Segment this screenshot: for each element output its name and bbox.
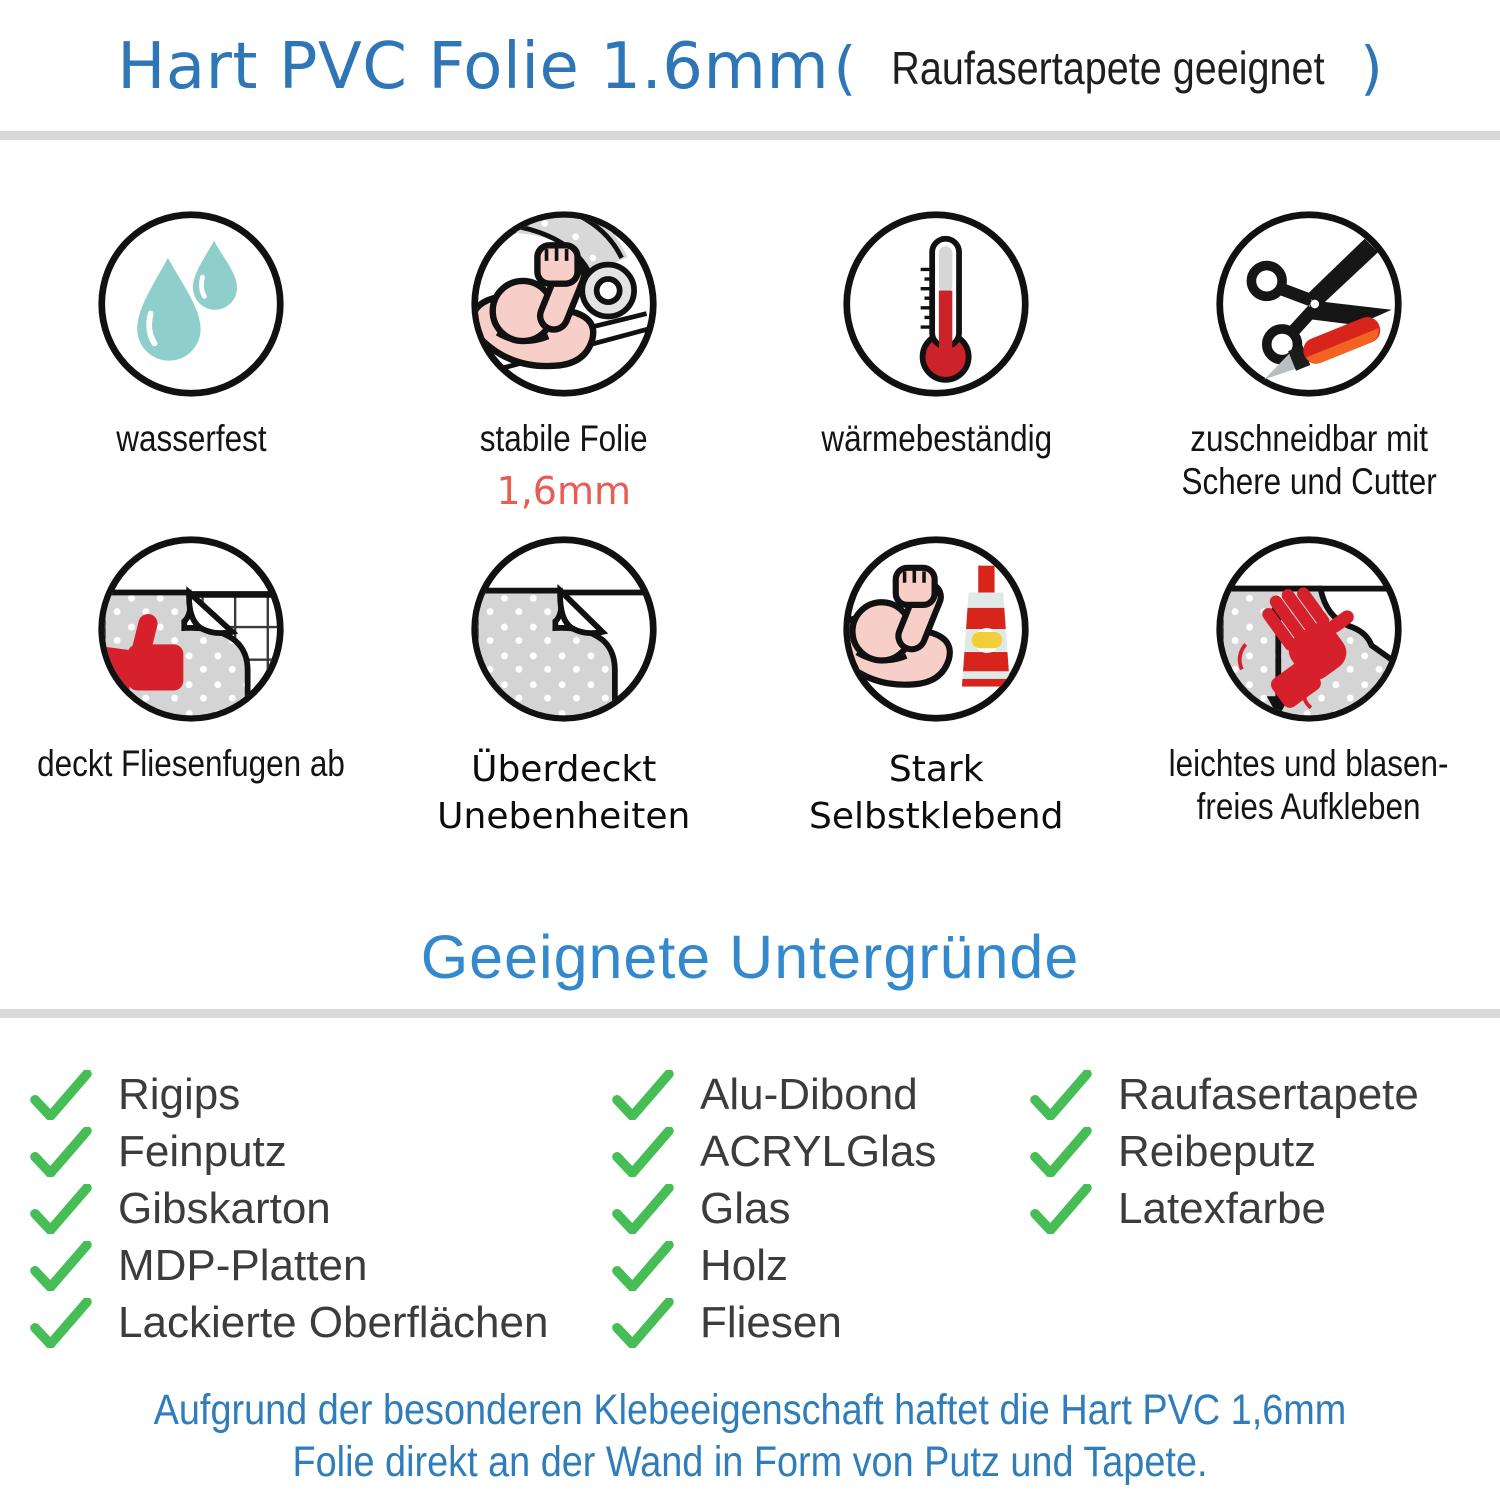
- surface-label: Raufasertapete: [1118, 1069, 1419, 1119]
- check-icon: [30, 1241, 92, 1291]
- feature-stabile-folie: [378, 208, 751, 513]
- feature-label: wasserfest: [116, 418, 267, 459]
- feature-row-1: [5, 208, 1495, 513]
- check-icon: [612, 1298, 674, 1348]
- divider-section: [0, 1009, 1500, 1018]
- check-icon: [30, 1298, 92, 1348]
- check-icon: [612, 1241, 674, 1291]
- footer-line-2: Folie direkt an der Wand in Form von Putz und Tapete.: [292, 1438, 1208, 1487]
- surface-item: [612, 1180, 936, 1237]
- feature-selbstklebend: [750, 533, 1123, 841]
- check-icon: [1030, 1127, 1092, 1177]
- surface-item: [30, 1180, 548, 1237]
- surface-item: [612, 1066, 936, 1123]
- surface-item: [612, 1294, 936, 1351]
- feature-waermebestaendig: [750, 208, 1123, 513]
- surface-label: Holz: [700, 1240, 789, 1290]
- surface-column-1: [30, 1066, 548, 1351]
- check-icon: [1030, 1184, 1092, 1234]
- surface-label: ACRYLGlas: [700, 1126, 937, 1176]
- surface-label: Fliesen: [700, 1297, 842, 1347]
- thermometer-icon: [840, 208, 1032, 400]
- surface-label: Alu-Dibond: [700, 1069, 918, 1119]
- hand-smooth-icon: [1213, 533, 1405, 725]
- surface-label: Glas: [700, 1183, 791, 1233]
- check-icon: [612, 1184, 674, 1234]
- surface-item: [612, 1123, 936, 1180]
- divider-top: [0, 131, 1500, 140]
- feature-zuschneidbar: [1123, 208, 1496, 513]
- surface-column-2: [612, 1066, 936, 1351]
- title-note: Raufasertapete geeignet: [891, 42, 1325, 94]
- foil-fold-icon: [468, 533, 660, 725]
- title-paren-open: (: [833, 34, 857, 102]
- check-icon: [612, 1127, 674, 1177]
- surface-item: [1030, 1066, 1419, 1123]
- feature-label: stabile Folie: [479, 418, 648, 459]
- surface-label: Feinputz: [118, 1126, 287, 1176]
- surface-label: Latexfarbe: [1118, 1183, 1326, 1233]
- surface-item: [30, 1123, 548, 1180]
- section-title-untergruende: Geeignete Untergründe: [420, 923, 1080, 991]
- feature-label: zuschneidbar mit Schere und Cutter: [1181, 418, 1437, 502]
- feature-thickness-label: 1,6mm: [496, 468, 631, 513]
- surface-label: MDP-Platten: [118, 1240, 368, 1290]
- scissors-cutter-icon: [1213, 208, 1405, 400]
- title-paren-close: ): [1360, 34, 1383, 102]
- check-icon: [30, 1184, 92, 1234]
- surface-label: Reibeputz: [1118, 1126, 1317, 1176]
- surface-label: Gibskarton: [118, 1183, 331, 1233]
- muscle-foil-icon: [468, 208, 660, 400]
- surface-item: [30, 1066, 548, 1123]
- surface-label: Rigips: [118, 1069, 241, 1119]
- footer-line-1: Aufgrund der besonderen Klebeeigenschaft haftet die Hart PVC 1,6mm: [153, 1386, 1347, 1434]
- product-title: Hart PVC Folie 1.6mm: [117, 30, 830, 104]
- feature-aufkleben: [1123, 533, 1496, 841]
- tile-thumb-icon: [95, 533, 287, 725]
- check-icon: [612, 1070, 674, 1120]
- check-icon: [1030, 1070, 1092, 1120]
- surface-label: Lackierte Oberflächen: [118, 1297, 549, 1347]
- feature-wasserfest: [5, 208, 378, 513]
- surface-item: [1030, 1123, 1419, 1180]
- feature-fliesenfugen: [5, 533, 378, 841]
- feature-label: deckt Fliesenfugen ab: [37, 743, 346, 784]
- check-icon: [30, 1127, 92, 1177]
- surface-item: [30, 1294, 548, 1351]
- check-icon: [30, 1070, 92, 1120]
- surface-item: [30, 1237, 548, 1294]
- surface-column-3: [1030, 1066, 1419, 1237]
- footer-note: [90, 1384, 1410, 1489]
- feature-label: wärmebeständig: [820, 418, 1052, 459]
- feature-unebenheiten: [378, 533, 751, 841]
- feature-label: leichtes und blasen- freies Aufkleben: [1168, 743, 1449, 827]
- page-title: [0, 30, 1500, 104]
- surface-item: [612, 1237, 936, 1294]
- surface-item: [1030, 1180, 1419, 1237]
- muscle-glue-icon: [840, 533, 1032, 725]
- water-drops-icon: [95, 208, 287, 400]
- feature-label: Überdeckt Unebenheiten: [437, 749, 691, 837]
- feature-label: Stark Selbstklebend: [809, 749, 1064, 837]
- feature-row-2: [5, 533, 1495, 841]
